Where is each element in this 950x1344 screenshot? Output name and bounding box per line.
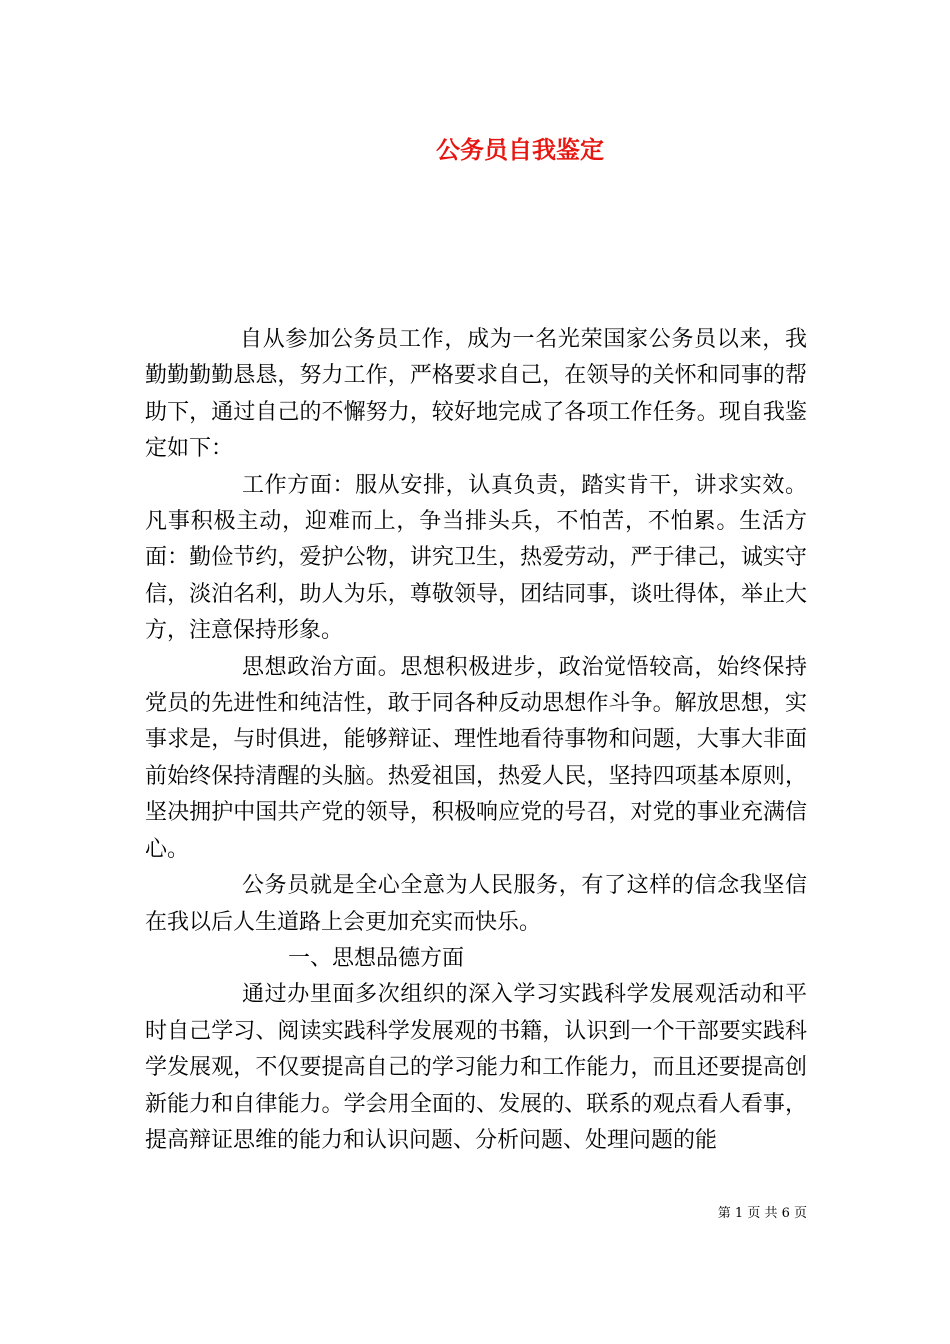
paragraph-study: 通过办里面多次组织的深入学习实践科学发展观活动和平时自己学习、阅读实践科学发展观的书籍，认识到一个干部要实践科学发展观，不仅要提高自己的学习能力和工作能力，而且还要提高创新能力和自律能力。学会用全面的、发展的、联系的观点看人看事，提高辩证思维的能力和认识问题、分析问题、处理问题的能 [145,982,807,1153]
document-title: 公务员自我鉴定 [436,135,604,164]
section-heading-morality: 一、思想品德方面 [288,945,465,971]
paragraph-intro: 自从参加公务员工作，成为一名光荣国家公务员以来，我勤勤勤勤恳恳，努力工作，严格要求自己，在领导的关怀和同事的帮助下，通过自己的不懈努力，较好地完成了各项工作任务。现自我鉴定如下： [145,327,807,462]
paragraph-politics: 思想政治方面。思想积极进步，政治觉悟较高，始终保持党员的先进性和纯洁性，敢于同各种反动思想作斗争。解放思想，实事求是，与时俱进，能够辩证、理性地看待事物和问题，大事大非面前始终保持清醒的头脑。热爱祖国，热爱人民，坚持四项基本原则，坚决拥护中国共产党的领导，积极响应党的号召，对党的事业充满信心。 [145,654,807,862]
document-body [145,322,807,1159]
paragraph-belief: 公务员就是全心全意为人民服务，有了这样的信念我坚信在我以后人生道路上会更加充实而快乐。 [145,873,807,935]
paragraph-work: 工作方面：服从安排，认真负责，踏实肯干，讲求实效。凡事积极主动，迎难而上，争当排头兵，不怕苦，不怕累。生活方面：勤俭节约，爱护公物，讲究卫生，热爱劳动，严于律己，诚实守信，淡泊名利，助人为乐，尊敬领导，团结同事，谈吐得体，举止大方，注意保持形象。 [145,472,807,644]
page-number-footer: 第 1 页 共 6 页 [717,1206,807,1221]
